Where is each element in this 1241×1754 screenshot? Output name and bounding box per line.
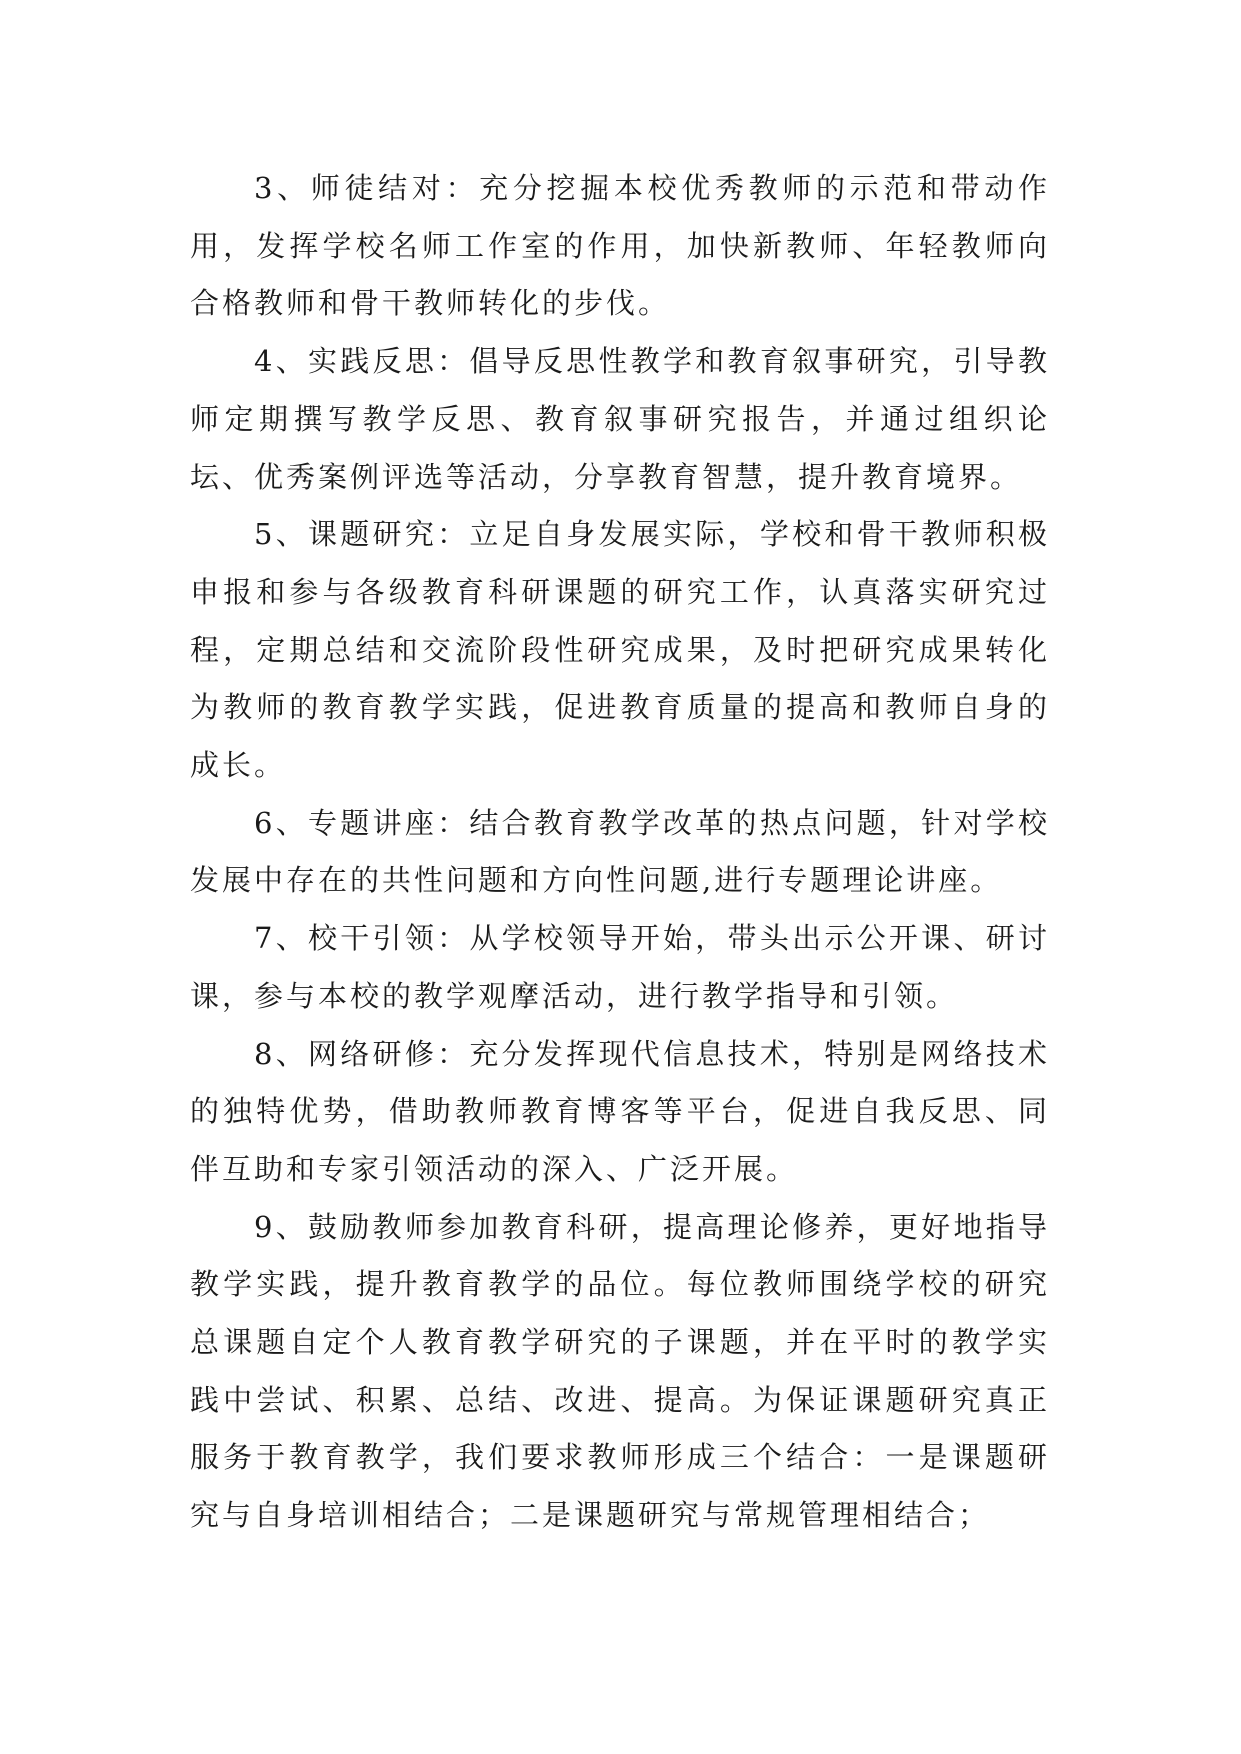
paragraph-5-research-topics: 5、课题研究：立足自身发展实际，学校和骨干教师积极申报和参与各级教育科研课题的研究工作，认真落实研究过程，定期总结和交流阶段性研究成果，及时把研究成果转化为教师的教育教学实践，促进教育质量的提高和教师自身的成长。	[190, 517, 1050, 783]
paragraph-6-lectures: 6、专题讲座：结合教育教学改革的热点问题，针对学校发展中存在的共性问题和方向性问题,进行专题理论讲座。	[190, 805, 1050, 898]
paragraph-7-leadership: 7、校干引领：从学校领导开始，带头出示公开课、研讨课，参与本校的教学观摩活动，进行教学指导和引领。	[190, 921, 1050, 1013]
document-body	[190, 160, 1050, 1545]
paragraph-4-practice-reflection: 4、实践反思：倡导反思性教学和教育叙事研究，引导教师定期撰写教学反思、教育叙事研究报告，并通过组织论坛、优秀案例评选等活动，分享教育智慧，提升教育境界。	[190, 344, 1050, 494]
paragraph-8-online-training: 8、网络研修：充分发挥现代信息技术，特别是网络技术的独特优势，借助教师教育博客等平台，促进自我反思、同伴互助和专家引领活动的深入、广泛开展。	[190, 1036, 1050, 1186]
paragraph-3-mentorship: 3、师徒结对：充分挖掘本校优秀教师的示范和带动作用，发挥学校名师工作室的作用，加快新教师、年轻教师向合格教师和骨干教师转化的步伐。	[190, 171, 1050, 321]
paragraph-9-research-encouragement: 9、鼓励教师参加教育科研，提高理论修养，更好地指导教学实践，提升教育教学的品位。每位教师围绕学校的研究总课题自定个人教育教学研究的子课题，并在平时的教学实践中尝试、积累、总结、改进、提高。为保证课题研究真正服务于教育教学，我们要求教师形成三个结合：一是课题研究与自身培训相结合；二是课题研究与常规管理相结合；	[190, 1209, 1050, 1533]
